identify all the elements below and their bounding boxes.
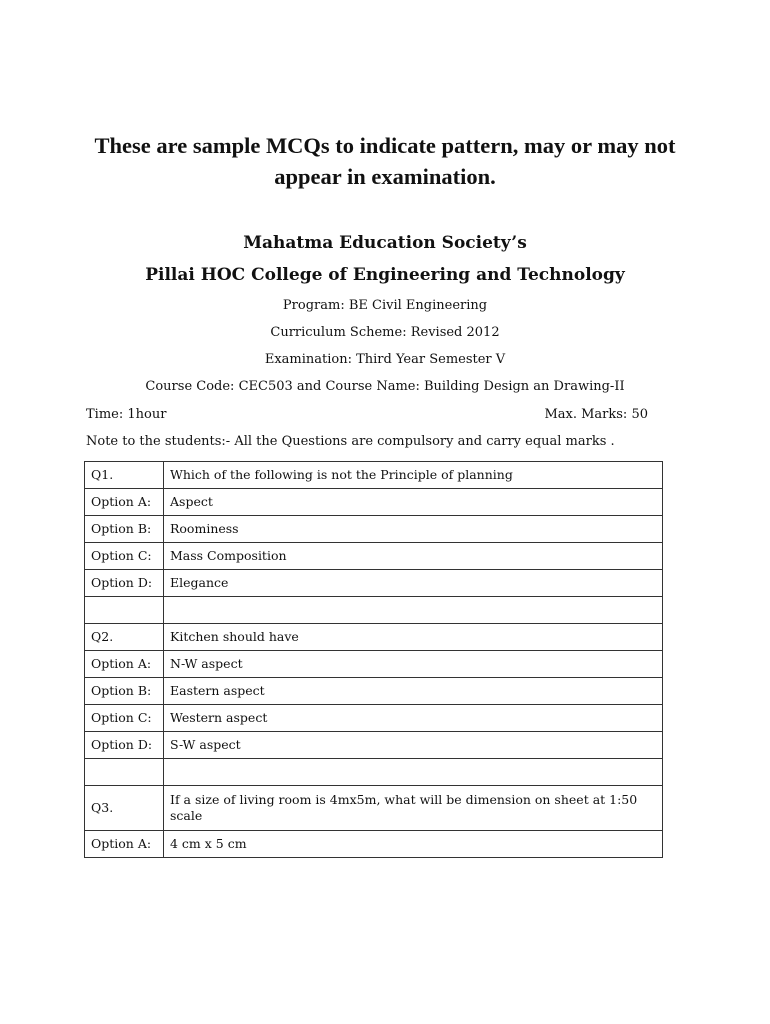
table-row-empty	[85, 597, 663, 624]
row-text: Western aspect	[164, 705, 663, 732]
row-label: Q1.	[85, 462, 164, 489]
table-row	[85, 570, 663, 597]
program-line: Program: BE Civil Engineering	[282, 298, 488, 313]
row-text: Kitchen should have	[164, 624, 663, 651]
time-marks-row	[86, 407, 648, 422]
college-name: Pillai HOC College of Engineering and Technology	[145, 265, 625, 285]
sample-notice-heading: These are sample MCQs to indicate pattern, may or may not appear in examination.	[94, 133, 676, 189]
table-row	[85, 678, 663, 705]
row-label: Q3.	[85, 786, 164, 831]
row-text: If a size of living room is 4mx5m, what will be dimension on sheet at 1:50 scale	[164, 786, 663, 831]
row-label	[85, 597, 164, 624]
students-note: Note to the students:- All the Questions are compulsory and carry equal marks .	[86, 434, 615, 449]
examination-line: Examination: Third Year Semester V	[264, 352, 506, 367]
society-name: Mahatma Education Society’s	[243, 233, 527, 253]
table-row-empty	[85, 759, 663, 786]
row-text: N-W aspect	[164, 651, 663, 678]
row-label: Option D:	[85, 732, 164, 759]
mcq-table	[84, 461, 663, 858]
table-row	[85, 705, 663, 732]
table-row	[85, 831, 663, 858]
row-label: Option C:	[85, 705, 164, 732]
row-text: Which of the following is not the Principle of planning	[164, 462, 663, 489]
table-row	[85, 543, 663, 570]
table-row	[85, 489, 663, 516]
max-marks-label: Max. Marks: 50	[544, 407, 648, 422]
row-label	[85, 759, 164, 786]
row-text: Mass Composition	[164, 543, 663, 570]
row-label: Option A:	[85, 651, 164, 678]
table-row	[85, 516, 663, 543]
row-text	[164, 597, 663, 624]
table-row	[85, 732, 663, 759]
table-row	[85, 462, 663, 489]
row-label: Option A:	[85, 489, 164, 516]
row-text: S-W aspect	[164, 732, 663, 759]
row-label: Option B:	[85, 516, 164, 543]
table-row	[85, 624, 663, 651]
row-label: Option D:	[85, 570, 164, 597]
course-line: Course Code: CEC503 and Course Name: Building Design an Drawing-II	[145, 379, 625, 394]
row-text: 4 cm x 5 cm	[164, 831, 663, 858]
row-text: Elegance	[164, 570, 663, 597]
row-label: Option A:	[85, 831, 164, 858]
table-row	[85, 651, 663, 678]
row-text: Roominess	[164, 516, 663, 543]
row-label: Option C:	[85, 543, 164, 570]
row-label: Q2.	[85, 624, 164, 651]
table-row	[85, 786, 663, 831]
curriculum-scheme-line: Curriculum Scheme: Revised 2012	[270, 325, 500, 340]
row-text: Eastern aspect	[164, 678, 663, 705]
row-label: Option B:	[85, 678, 164, 705]
row-text	[164, 759, 663, 786]
row-text: Aspect	[164, 489, 663, 516]
time-label: Time: 1hour	[86, 407, 167, 422]
